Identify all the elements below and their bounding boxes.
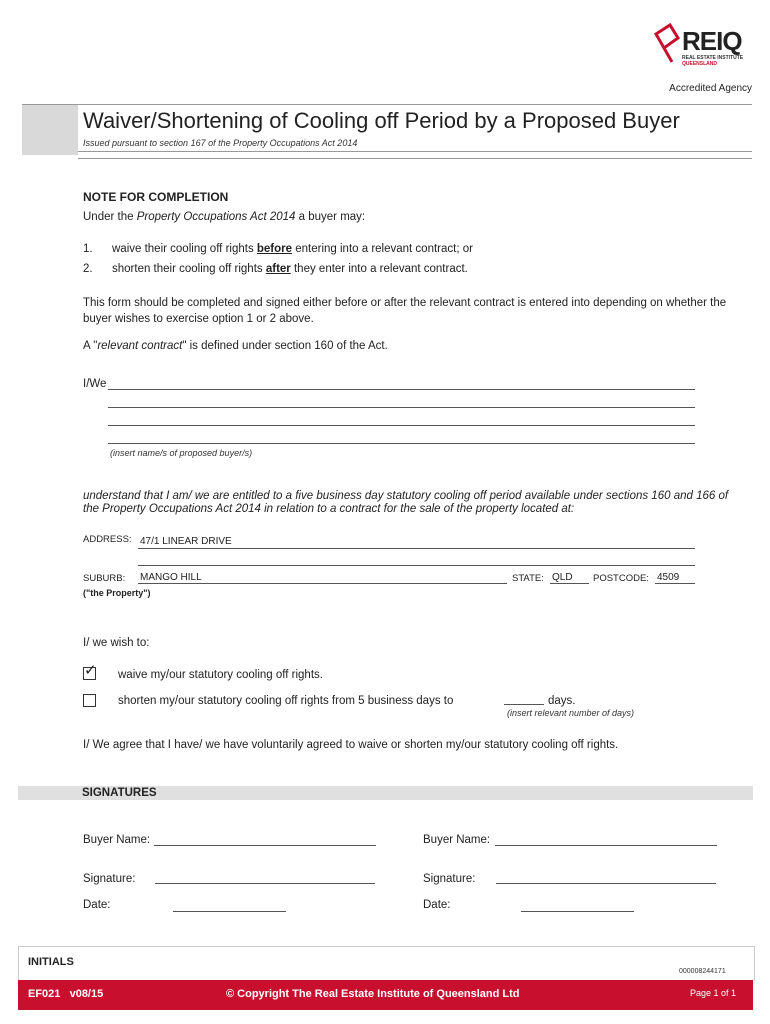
buyer-name-label-1: Buyer Name:	[83, 834, 151, 846]
note-intro	[83, 211, 365, 223]
initials-box[interactable]	[18, 946, 755, 981]
waive-checkbox[interactable]	[83, 662, 97, 680]
divider	[78, 158, 752, 159]
signature-input-1[interactable]	[155, 883, 375, 884]
buyer-name-field[interactable]	[108, 425, 695, 426]
buyer-name-field[interactable]	[108, 443, 695, 444]
signature-input-2[interactable]	[496, 883, 716, 884]
item-number: 1.	[83, 243, 93, 255]
address-line	[138, 565, 695, 566]
item-text: waive their cooling off rights	[112, 243, 257, 255]
agreement-text: I/ We agree that I have/ we have voluntarily agreed to waive or shorten my/our statutory cooling off rights.	[83, 739, 619, 751]
text-emphasis: relevant contract	[97, 340, 183, 352]
state-line	[550, 583, 589, 584]
text: A "	[83, 340, 98, 352]
logo-brand: REIQ	[682, 26, 742, 56]
page-number: Page 1 of 1	[690, 988, 737, 998]
date-label-2: Date:	[423, 899, 451, 911]
statement: understand that I am/ we are entitled to a five business day statutory cooling off period available under sections 160 and 166 of the Property Occupations Act 2014 in relation to a contract for the sale of the property located at:	[83, 490, 729, 515]
suburb-line	[138, 583, 507, 584]
address-label: ADDRESS:	[83, 534, 132, 545]
days-field[interactable]	[504, 704, 544, 705]
note-heading: NOTE FOR COMPLETION	[83, 190, 229, 204]
note-item-2	[83, 263, 93, 275]
shorten-checkbox[interactable]	[83, 694, 96, 707]
postcode-value[interactable]: 4509	[657, 572, 680, 583]
footer-bar	[18, 980, 753, 1010]
state-value[interactable]: QLD	[552, 572, 573, 583]
buyers-hint: (insert name/s of proposed buyer/s)	[110, 448, 253, 458]
item-emphasis: before	[256, 243, 293, 255]
buyer-name-label-2: Buyer Name:	[423, 834, 491, 846]
page-title: Waiver/Shortening of Cooling off Period by a Proposed Buyer	[83, 108, 680, 133]
signature-label-1: Signature:	[83, 873, 136, 885]
item-text: shorten their cooling off rights	[112, 263, 266, 275]
property-tag: ("the Property")	[83, 588, 151, 598]
note-intro-act: Property Occupations Act 2014	[136, 211, 296, 223]
item-emphasis: after	[265, 263, 291, 275]
initials-label: INITIALS	[28, 956, 74, 968]
shorten-option-label: shorten my/our statutory cooling off rights from 5 business days to	[118, 695, 454, 707]
days-hint: (insert relevant number of days)	[507, 708, 635, 718]
suburb-label: SUBURB:	[83, 573, 126, 584]
relevant-contract-note	[83, 340, 388, 352]
address-value[interactable]: 47/1 LINEAR DRIVE	[140, 536, 232, 547]
form-code: EF021 v08/15	[28, 988, 104, 1000]
text: " is defined under section 160 of the Act.	[182, 340, 388, 352]
options-intro: I/ we wish to:	[83, 637, 150, 649]
days-label: days.	[548, 695, 576, 707]
accredited-agency: Accredited Agency	[669, 83, 752, 94]
buyer-name-field[interactable]	[108, 389, 695, 390]
note-item-1	[83, 243, 93, 255]
note-paragraph: This form should be completed and signed either before or after the relevant contract is entered into depending on whether the buyer wishes to exercise option 1 or 2 above.	[83, 297, 727, 325]
logo-line2: QUEENSLAND	[682, 61, 718, 67]
document-number: 000008244171	[679, 968, 726, 975]
item-number: 2.	[83, 263, 93, 275]
state-label: STATE:	[512, 573, 544, 584]
page-subtitle: Issued pursuant to section 167 of the Property Occupations Act 2014	[83, 138, 358, 148]
note-intro-pre: Under the	[83, 211, 137, 223]
buyers-label: I/We	[83, 378, 107, 390]
postcode-label: POSTCODE:	[593, 573, 649, 584]
date-label-1: Date:	[83, 899, 111, 911]
buyer-name-input-2[interactable]	[495, 845, 717, 846]
reiq-logo	[648, 22, 758, 82]
waive-option-label: waive my/our statutory cooling off rights.	[118, 669, 323, 681]
date-input-2[interactable]	[521, 911, 634, 912]
logo-line1: REAL ESTATE INSTITUTE	[682, 55, 744, 61]
buyer-name-field[interactable]	[108, 407, 695, 408]
title-band	[22, 105, 78, 155]
postcode-line	[655, 583, 695, 584]
item-text: they enter into a relevant contract.	[290, 263, 468, 275]
note-intro-post: a buyer may:	[295, 211, 366, 223]
note-item-2-text	[112, 263, 468, 275]
copyright: © Copyright The Real Estate Institute of Queensland Ltd	[226, 988, 520, 1000]
divider	[78, 151, 752, 152]
note-item-1-text	[112, 243, 473, 255]
signatures-heading: SIGNATURES	[82, 787, 157, 799]
signature-label-2: Signature:	[423, 873, 476, 885]
item-text: entering into a relevant contract; or	[292, 243, 473, 255]
buyer-name-input-1[interactable]	[154, 845, 376, 846]
checkmark-icon: ✓	[84, 662, 97, 679]
divider	[22, 104, 752, 105]
suburb-value[interactable]: MANGO HILL	[140, 572, 202, 583]
address-line	[138, 548, 695, 549]
date-input-1[interactable]	[173, 911, 286, 912]
